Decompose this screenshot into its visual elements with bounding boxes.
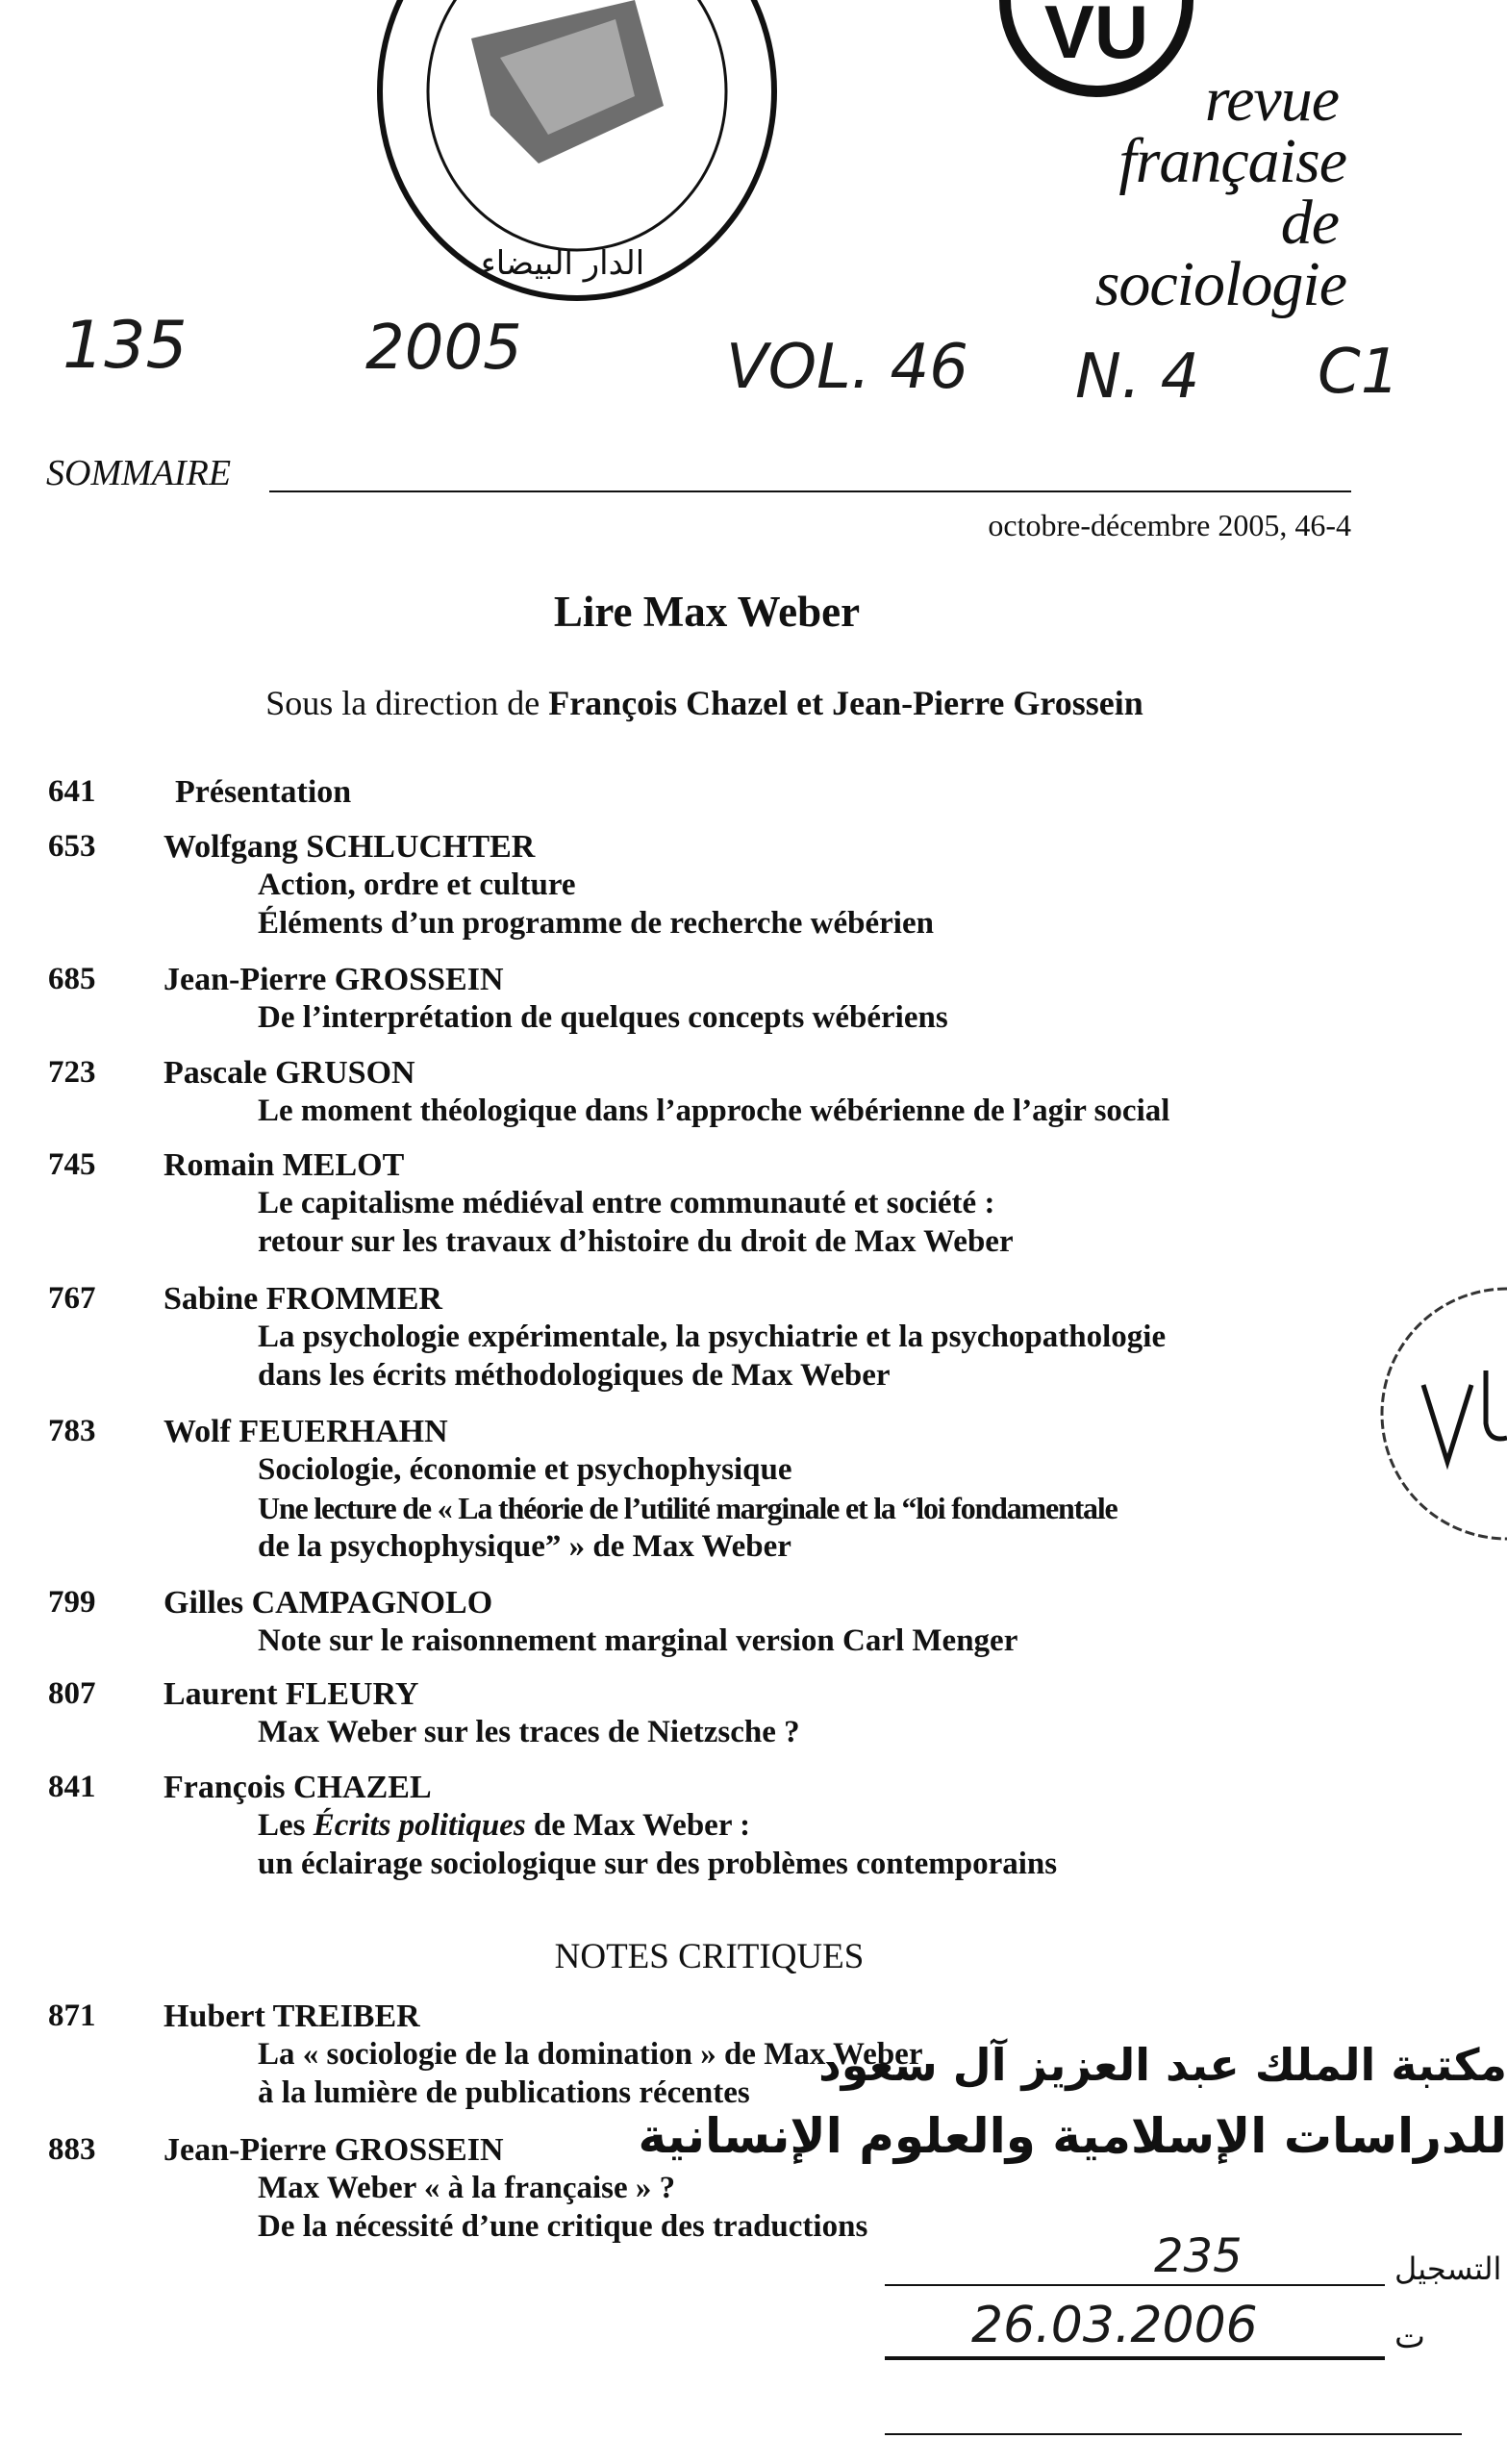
toc-841-line-2: un éclairage sociologique sur des problèmes contemporains xyxy=(258,1847,1058,1881)
toc-page-883: 883 xyxy=(48,2132,96,2167)
toc-745-line-2: retour sur les travaux d’histoire du droit de Max Weber xyxy=(258,1224,1014,1259)
toc-841-line-1-italic: Écrits politiques xyxy=(313,1808,526,1843)
stamp-registration-number: 235 xyxy=(1154,2229,1243,2283)
toc-685-line-1: De l’interprétation de quelques concepts wébériens xyxy=(258,1000,948,1035)
stamp-registration-label: التسجيل xyxy=(1394,2250,1502,2287)
handwritten-volume: VOL. 46 xyxy=(726,332,968,403)
toc-page-745: 745 xyxy=(48,1147,96,1182)
handwritten-issue: N. 4 xyxy=(1075,341,1200,413)
toc-page-807: 807 xyxy=(48,1676,96,1711)
toc-page-767: 767 xyxy=(48,1281,96,1316)
journal-name-line-4: sociologie xyxy=(1094,249,1346,319)
stamp-rule-3 xyxy=(885,2433,1462,2435)
sommaire-label: SOMMAIRE xyxy=(46,453,232,493)
journal-name xyxy=(1058,64,1346,319)
stamp-rule-2 xyxy=(885,2356,1385,2360)
toc-841-line-1-c: de Max Weber : xyxy=(533,1808,751,1843)
toc-author-frommer: Sabine FROMMER xyxy=(163,1281,442,1317)
stamp-scribble xyxy=(471,0,664,163)
handwritten-year: 2005 xyxy=(365,313,522,384)
theme-title: Lire Max Weber xyxy=(553,588,861,636)
toc-783-line-2: Une lecture de « La théorie de l’utilité marginale et la “loi fondamentale xyxy=(258,1491,1118,1525)
toc-653-line-2: Éléments d’un programme de recherche wébérien xyxy=(258,906,934,941)
library-stamp-line-2: للدراسات الإسلامية والعلوم الإنسانية xyxy=(638,2108,1507,2164)
toc-presentation-title: Présentation xyxy=(175,774,352,810)
partial-round-stamp xyxy=(1385,1279,1507,1548)
journal-name-line-1: revue xyxy=(1204,64,1339,135)
handwritten-code: C1 xyxy=(1318,337,1400,408)
toc-745-line-1: Le capitalisme médiéval entre communauté et société : xyxy=(258,1186,995,1220)
stamp-rule-1 xyxy=(885,2284,1385,2286)
toc-page-783: 783 xyxy=(48,1414,96,1448)
toc-page-685: 685 xyxy=(48,962,96,996)
editor-1: François Chazel xyxy=(548,684,789,722)
toc-783-line-1: Sociologie, économie et psychophysique xyxy=(258,1452,792,1487)
toc-author-grossein: Jean-Pierre GROSSEIN xyxy=(163,962,504,997)
editor-2: Jean-Pierre Grossein xyxy=(832,684,1143,722)
toc-author-treiber: Hubert TREIBER xyxy=(163,1999,420,2034)
toc-page-871: 871 xyxy=(48,1999,96,2033)
direction-line xyxy=(0,683,1409,723)
toc-653-line-1: Action, ordre et culture xyxy=(258,867,576,902)
toc-767-line-1: La psychologie expérimentale, la psychiatrie et la psychopathologie xyxy=(258,1320,1167,1354)
direction-connector: et xyxy=(796,684,824,722)
toc-871-line-2: à la lumière de publications récentes xyxy=(258,2075,750,2110)
toc-page-799: 799 xyxy=(48,1585,96,1620)
sommaire-rule xyxy=(269,490,1351,492)
toc-841-line-1-a: Les xyxy=(258,1808,306,1843)
toc-783-line-3: de la psychophysique” » de Max Weber xyxy=(258,1529,791,1564)
toc-767-line-2: dans les écrits méthodologiques de Max Weber xyxy=(258,1358,891,1393)
journal-name-line-2: française xyxy=(1118,126,1346,196)
round-library-stamp xyxy=(346,0,808,317)
stamp-date-label: ت xyxy=(1394,2318,1426,2356)
stamp-registration-date: 26.03.2006 xyxy=(971,2297,1258,2354)
toc-799-line-1: Note sur le raisonnement marginal version Carl Menger xyxy=(258,1623,1018,1658)
toc-883-line-1: Max Weber « à la française » ? xyxy=(258,2171,676,2205)
toc-883-line-2: De la nécessité d’une critique des traductions xyxy=(258,2209,868,2244)
toc-author-gruson: Pascale GRUSON xyxy=(163,1055,415,1091)
toc-871-line-1: La « sociologie de la domination » de Max Weber xyxy=(258,2037,923,2072)
toc-author-feuerhahn: Wolf FEUERHAHN xyxy=(163,1414,448,1449)
toc-page-641: 641 xyxy=(48,774,96,809)
toc-723-line-1: Le moment théologique dans l’approche wébérienne de l’agir social xyxy=(258,1094,1170,1128)
notes-critiques-heading: NOTES CRITIQUES xyxy=(554,1937,865,1976)
toc-page-653: 653 xyxy=(48,829,96,864)
toc-page-723: 723 xyxy=(48,1055,96,1090)
round-stamp-text: الدار البيضاء xyxy=(480,244,645,283)
logo-mark-letters: VU xyxy=(1043,0,1149,74)
toc-author-campagnolo: Gilles CAMPAGNOLO xyxy=(163,1585,493,1621)
toc-author-chazel: François CHAZEL xyxy=(163,1770,432,1805)
toc-author-schluchter: Wolfgang SCHLUCHTER xyxy=(163,829,536,865)
issue-info: octobre-décembre 2005, 46-4 xyxy=(988,508,1351,542)
library-stamp-line-1: مكتبة الملك عبد العزيز آل سعود xyxy=(818,2039,1507,2091)
toc-author-melot: Romain MELOT xyxy=(163,1147,405,1183)
journal-name-line-3: de xyxy=(1280,188,1339,258)
toc-author-grossein-2: Jean-Pierre GROSSEIN xyxy=(163,2132,504,2168)
handwritten-number: 135 xyxy=(63,308,188,384)
toc-841-line-1 xyxy=(258,1808,750,1844)
toc-page-841: 841 xyxy=(48,1770,96,1804)
toc-807-line-1: Max Weber sur les traces de Nietzsche ? xyxy=(258,1715,800,1749)
toc-author-fleury: Laurent FLEURY xyxy=(163,1676,419,1712)
direction-prefix: Sous la direction de xyxy=(265,684,540,722)
